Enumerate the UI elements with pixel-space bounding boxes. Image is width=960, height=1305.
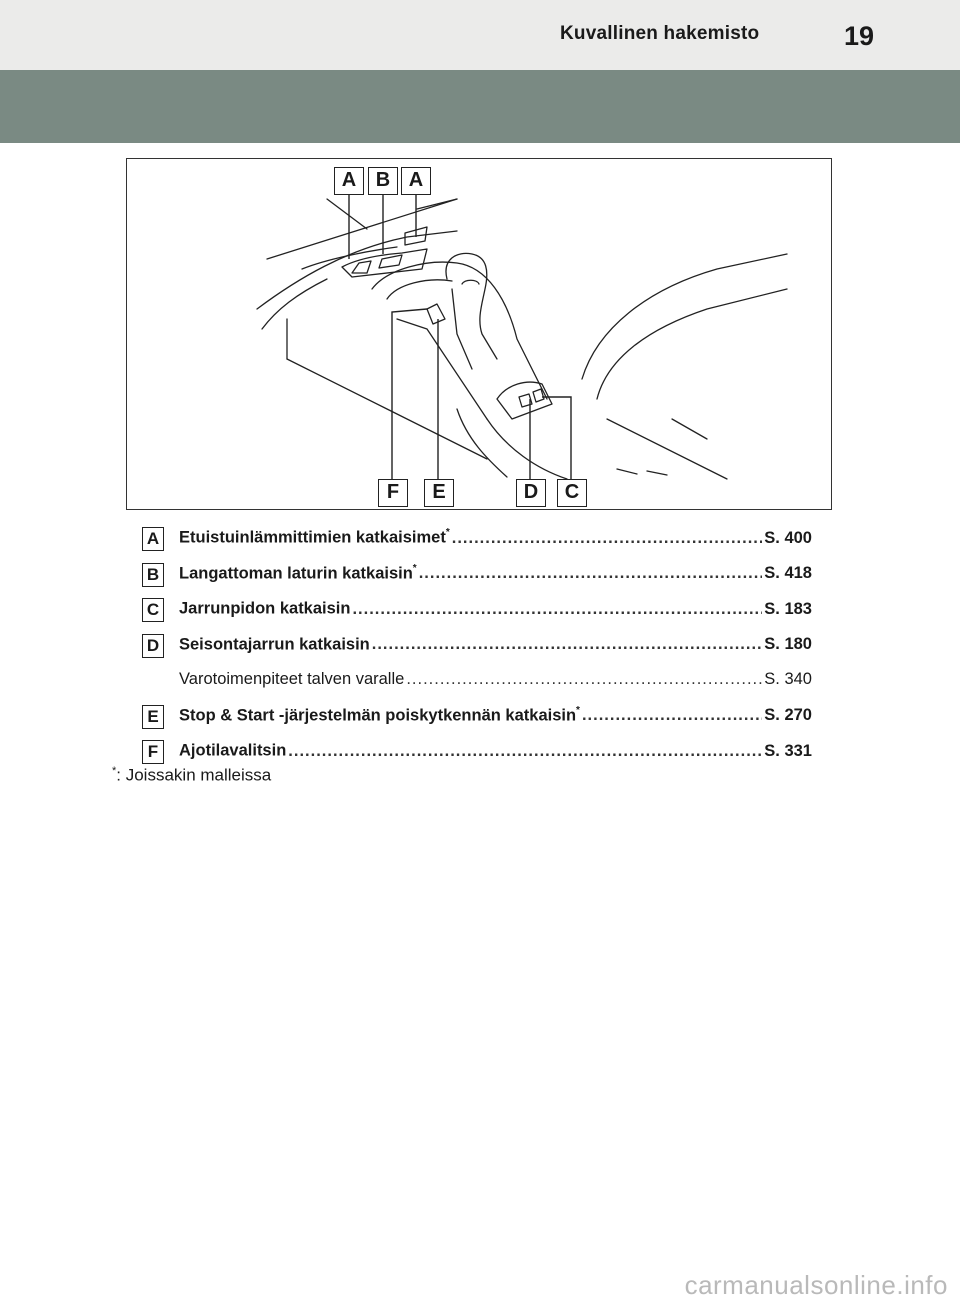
footnote: *: Joissakin malleissa [112, 765, 272, 785]
legend-row [142, 560, 812, 596]
leader-dots [452, 529, 763, 548]
legend-row [142, 524, 812, 560]
page-reference: S. 340 [764, 670, 812, 688]
legend-label: Stop & Start -järjestelmän poiskytkennän katkaisin* [179, 704, 580, 724]
legend-badge: A [142, 527, 164, 551]
legend-item[interactable] [179, 528, 812, 552]
watermark: carmanualsonline.info [684, 1270, 948, 1300]
legend-item[interactable] [179, 741, 812, 765]
callout-b: B [368, 167, 398, 195]
section-banner [0, 70, 960, 143]
center-console-drawing [127, 159, 832, 510]
legend-badge: F [142, 740, 164, 764]
legend-item[interactable] [179, 599, 812, 623]
leader-dots [352, 600, 762, 619]
leader-dots [288, 742, 762, 761]
callout-d: D [516, 479, 546, 507]
legend-label: Jarrunpidon katkaisin [179, 599, 351, 618]
legend-label: Seisontajarrun katkaisin [179, 635, 370, 653]
page-reference: S. 180 [764, 635, 812, 653]
page-reference: S. 400 [764, 528, 812, 547]
page-reference: S. 331 [764, 741, 812, 760]
legend-row [142, 595, 812, 631]
leader-dots [582, 706, 762, 725]
header-bar [0, 0, 960, 70]
callout-a-right: A [401, 167, 431, 195]
leader-dots [419, 564, 763, 583]
page-reference: S. 183 [764, 599, 812, 618]
legend-badge: C [142, 598, 164, 622]
console-illustration [126, 158, 832, 510]
legend-badge: D [142, 634, 164, 658]
legend-item[interactable] [179, 564, 812, 588]
legend-label: Ajotilavalitsin [179, 741, 287, 760]
page-number: 19 [843, 21, 875, 51]
callout-a-left: A [334, 167, 364, 195]
callout-e: E [424, 479, 454, 507]
legend-label: Etuistuinlämmittimien katkaisimet* [179, 527, 450, 547]
legend-label: Langattoman laturin katkaisin* [179, 562, 417, 582]
legend-item[interactable] [179, 670, 812, 694]
leader-dots [372, 635, 763, 654]
legend-row-sub [142, 666, 812, 702]
legend-row [142, 702, 812, 738]
page-reference: S. 270 [764, 706, 812, 724]
callout-f: F [378, 479, 408, 507]
legend-badge: E [142, 705, 164, 729]
legend-badge: B [142, 563, 164, 587]
legend-item[interactable] [179, 635, 812, 659]
section-title: Kuvallinen hakemisto [560, 23, 760, 44]
callout-c: C [557, 479, 587, 507]
legend-label: Varotoimenpiteet talven varalle [179, 670, 405, 688]
legend-list [142, 524, 812, 773]
legend-row [142, 631, 812, 667]
leader-dots [406, 670, 762, 689]
page-reference: S. 418 [764, 564, 812, 582]
legend-item[interactable] [179, 706, 812, 730]
